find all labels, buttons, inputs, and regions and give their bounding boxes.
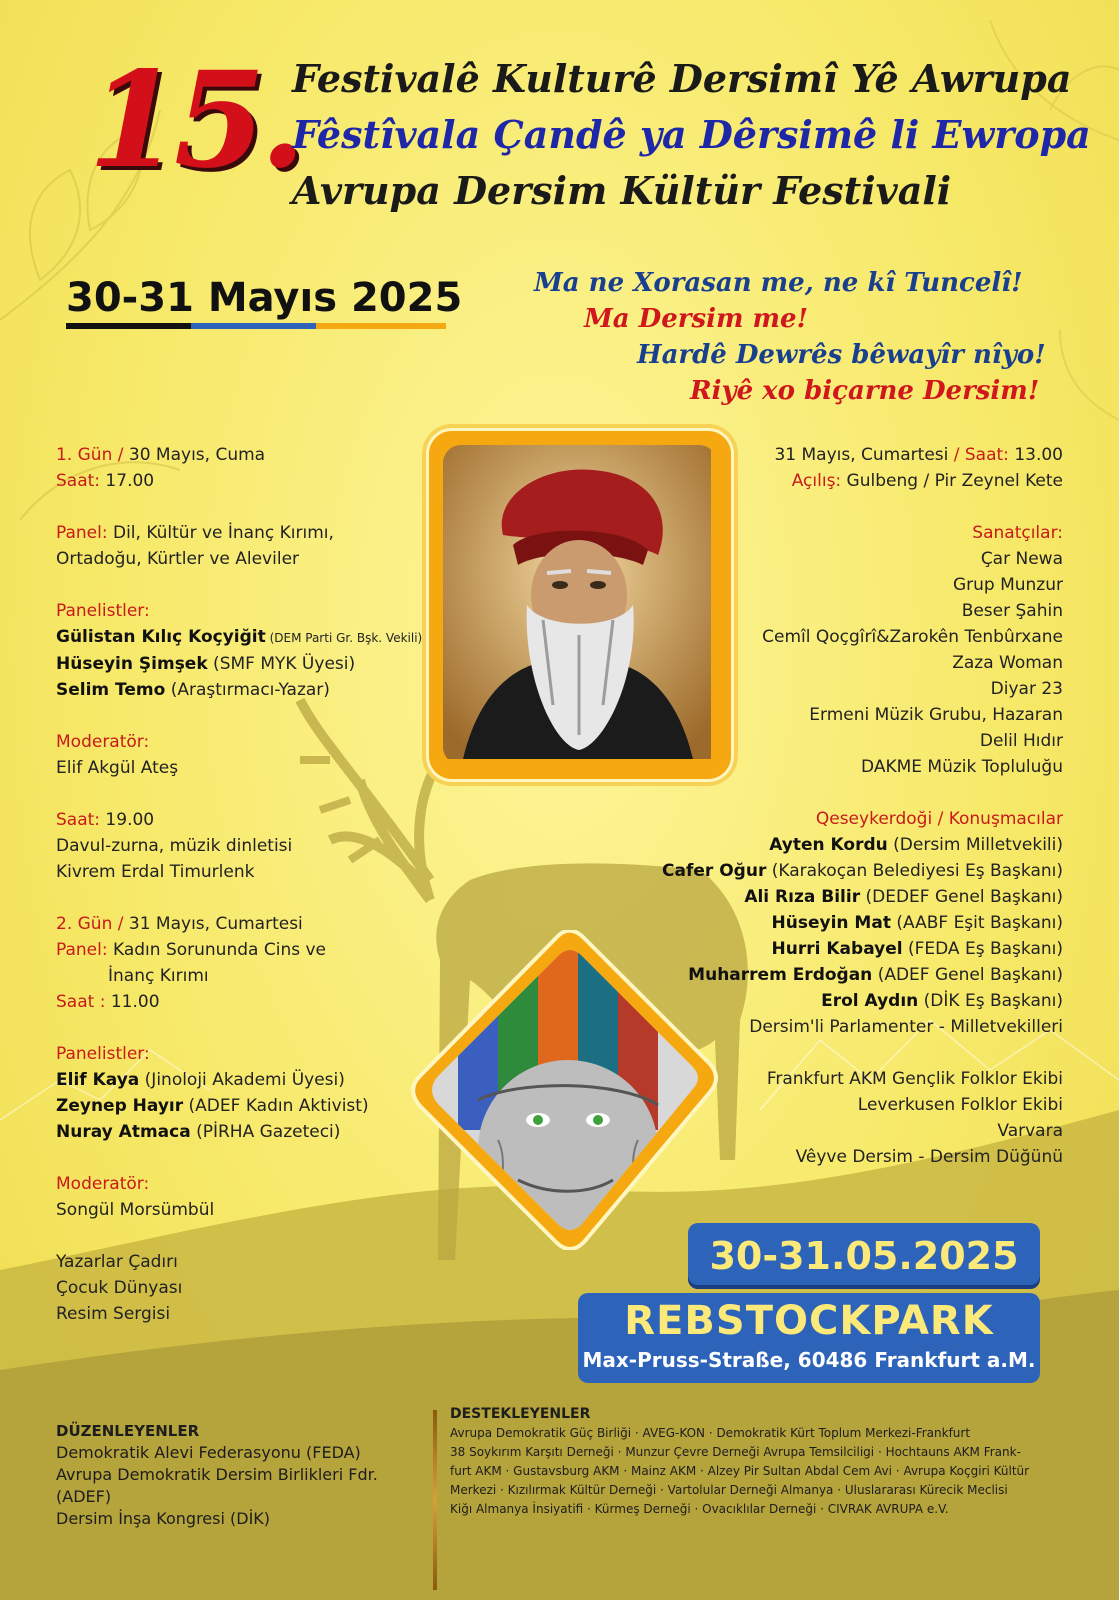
organizers-label: DÜZENLEYENLER <box>56 1422 200 1440</box>
day2-panelist-role: (Jinoloji Akademi Üyesi) <box>139 1070 345 1090</box>
day1-label: 1. Gün / <box>56 445 124 465</box>
speaker-name: Ali Rıza Bilir <box>744 887 861 907</box>
artist-item: Çar Newa <box>980 549 1063 569</box>
extra-item: Resim Sergisi <box>56 1304 171 1324</box>
venue-date-box: 30-31.05.2025 <box>688 1223 1040 1289</box>
day2-panelist-role: (ADEF Kadın Aktivist) <box>183 1096 369 1116</box>
day2-panelists-label: Panelistler: <box>56 1044 150 1064</box>
title-zaza-2: Fêstîvala Çandê ya Dêrsimê li Ewropa <box>292 112 1091 157</box>
day1-panel-1: Dil, Kültür ve İnanç Kırımı, <box>107 523 334 543</box>
day2-panel-label: Panel: <box>56 940 108 960</box>
folk-item: Frankfurt AKM Gençlik Folklor Ekibi <box>766 1069 1063 1089</box>
day1-saat2-label: Saat: <box>56 810 101 830</box>
day1-saat: 17.00 <box>100 471 155 491</box>
day2-saat: 11.00 <box>105 992 160 1012</box>
day1-panelist-role: (SMF MYK Üyesi) <box>207 654 356 674</box>
day1-panelists-label: Panelistler: <box>56 601 150 621</box>
slogan-3: Hardê Dewrês bêwayîr nîyo! <box>637 340 1046 370</box>
speaker-name: Hüseyin Mat <box>771 913 891 933</box>
supporters-line: furt AKM · Gustavsburg AKM · Mainz AKM · Alzey Pir Sultan Abdal Cem Avi · Avrupa Koçgiri Kültür <box>450 1464 1030 1478</box>
date-banner: 30-31 Mayıs 2025 <box>66 275 463 321</box>
speaker-name: Hurri Kabayel <box>771 939 903 959</box>
supporters-line: Merkezi · Kızılırmak Kültür Derneği · Vartolular Derneği Almanya · Uluslararası Kürecik Meclisi <box>450 1483 1008 1497</box>
artist-item: Beser Şahin <box>961 601 1063 621</box>
day1-saat2: 19.00 <box>100 810 155 830</box>
speaker-name: Ayten Kordu <box>769 835 888 855</box>
day2-right-date: 31 Mayıs, Cumartesi <box>774 445 949 465</box>
speaker-role: (AABF Eşit Başkanı) <box>890 913 1063 933</box>
day2-panelist-name: Nuray Atmaca <box>56 1122 191 1142</box>
supporters-divider <box>433 1410 437 1590</box>
speakers-label: Qeseykerdoği / Konuşmacılar <box>815 809 1063 829</box>
day2-date: 31 Mayıs, Cumartesi <box>123 914 303 934</box>
title-turkish: Avrupa Dersim Kültür Festivali <box>292 168 952 213</box>
speaker-name: Cafer Oğur <box>662 861 767 881</box>
speaker-role: (FEDA Eş Başkanı) <box>902 939 1063 959</box>
day1-moderator-label: Moderatör: <box>56 732 150 752</box>
day1-saat-label: Saat: <box>56 471 101 491</box>
day1-panelist-name: Hüseyin Şimşek <box>56 654 208 674</box>
title-zaza-1: Festivalê Kulturê Dersimî Yê Awrupa <box>292 56 1072 101</box>
day1-panelist-name: Gülistan Kılıç Koçyiğit <box>56 627 266 647</box>
artist-item: Ermeni Müzik Grubu, Hazaran <box>809 705 1063 725</box>
day2-saat-label: Saat : <box>56 992 106 1012</box>
slogan-1: Ma ne Xorasan me, ne kî Tuncelî! <box>534 268 1023 298</box>
speaker-role: (ADEF Genel Başkanı) <box>872 965 1063 985</box>
supporters-block <box>450 1405 1070 1519</box>
organizer-item: Demokratik Alevi Federasyonu (FEDA) <box>56 1443 361 1462</box>
day2-panelist-name: Elif Kaya <box>56 1070 140 1090</box>
day2-right-saat-label: / Saat: <box>948 445 1009 465</box>
day2-panel-2: İnanç Kırımı <box>108 966 209 986</box>
artist-item: Zaza Woman <box>952 653 1063 673</box>
day1-evening-1: Davul-zurna, müzik dinletisi <box>56 836 293 856</box>
program-right-column <box>643 442 1063 1170</box>
speaker-role: (DEDEF Genel Başkanı) <box>860 887 1063 907</box>
day1-panelist-name: Selim Temo <box>56 680 166 700</box>
day2-right-saat: 13.00 <box>1008 445 1063 465</box>
venue-name: REBSTOCKPARK <box>624 1298 994 1344</box>
day2-moderator: Songül Morsümbül <box>56 1200 215 1220</box>
artist-item: Cemîl Qoçgîrî&Zarokên Tenbûrxane <box>762 627 1063 647</box>
supporters-line: 38 Soykırım Karşıtı Derneği · Munzur Çevre Derneği Avrupa Temsilciligi · Hochtauns AKM Frank- <box>450 1445 1021 1459</box>
program-left-column <box>56 442 436 1327</box>
speaker-name: Erol Aydın <box>821 991 919 1011</box>
folk-item: Leverkusen Folklor Ekibi <box>857 1095 1063 1115</box>
day1-date: 30 Mayıs, Cuma <box>123 445 266 465</box>
extra-item: Çocuk Dünyası <box>56 1278 183 1298</box>
artist-item: Diyar 23 <box>990 679 1063 699</box>
artists-label: Sanatçılar: <box>972 523 1063 543</box>
artist-item: Grup Munzur <box>952 575 1063 595</box>
folk-item: Vêyve Dersim - Dersim Düğünü <box>795 1147 1063 1167</box>
day2-panelist-role: (PİRHA Gazeteci) <box>190 1122 341 1142</box>
speaker-role: (Dersim Milletvekili) <box>887 835 1063 855</box>
opening-label: Açılış: <box>791 471 842 491</box>
slogan-2: Ma Dersim me! <box>584 304 809 334</box>
day2-moderator-label: Moderatör: <box>56 1174 150 1194</box>
day1-moderator: Elif Akgül Ateş <box>56 758 179 778</box>
date-underline <box>66 323 446 329</box>
supporters-line: Avrupa Demokratik Güç Birliği · AVEG-KON · Demokratik Kürt Toplum Merkezi-Frankfurt <box>450 1426 971 1440</box>
artist-item: DAKME Müzik Topluluğu <box>861 757 1063 777</box>
day2-panel-1: Kadın Sorununda Cins ve <box>107 940 326 960</box>
day1-panel-label: Panel: <box>56 523 108 543</box>
artist-item: Delil Hıdır <box>979 731 1063 751</box>
speaker-name: Muharrem Erdoğan <box>688 965 873 985</box>
venue-address: Max-Pruss-Straße, 60486 Frankfurt a.M. <box>582 1348 1036 1372</box>
organizer-item: Avrupa Demokratik Dersim Birlikleri Fdr. (ADEF) <box>56 1465 378 1506</box>
organizer-item: Dersim İnşa Kongresi (DİK) <box>56 1509 271 1528</box>
supporters-label: DESTEKLEYENLER <box>450 1406 591 1422</box>
day1-panelist-role: (DEM Parti Gr. Bşk. Vekili) <box>265 631 423 645</box>
speaker-role: (Karakoçan Belediyesi Eş Başkanı) <box>766 861 1063 881</box>
edition-number: 15. <box>88 43 300 198</box>
day1-evening-2: Kivrem Erdal Timurlenk <box>56 862 255 882</box>
extra-item: Yazarlar Çadırı <box>56 1252 178 1272</box>
supporters-line: Kiğı Almanya İnsiyatifi · Kürmeş Derneği · Ovacıklılar Derneği · CIVRAK AVRUPA e.V. <box>450 1502 949 1516</box>
slogan-4: Riyê xo biçarne Dersim! <box>690 376 1040 406</box>
opening-value: Gulbeng / Pir Zeynel Kete <box>841 471 1063 491</box>
parliament-line: Dersim'li Parlamenter - Milletvekilleri <box>749 1017 1063 1037</box>
folk-item: Varvara <box>997 1121 1063 1141</box>
organizers-block <box>56 1420 436 1530</box>
day2-label: 2. Gün / <box>56 914 124 934</box>
speaker-role: (DİK Eş Başkanı) <box>918 991 1063 1011</box>
day1-panelist-role: (Araştırmacı-Yazar) <box>165 680 330 700</box>
day1-panel-2: Ortadoğu, Kürtler ve Aleviler <box>56 549 300 569</box>
day2-panelist-name: Zeynep Hayır <box>56 1096 184 1116</box>
